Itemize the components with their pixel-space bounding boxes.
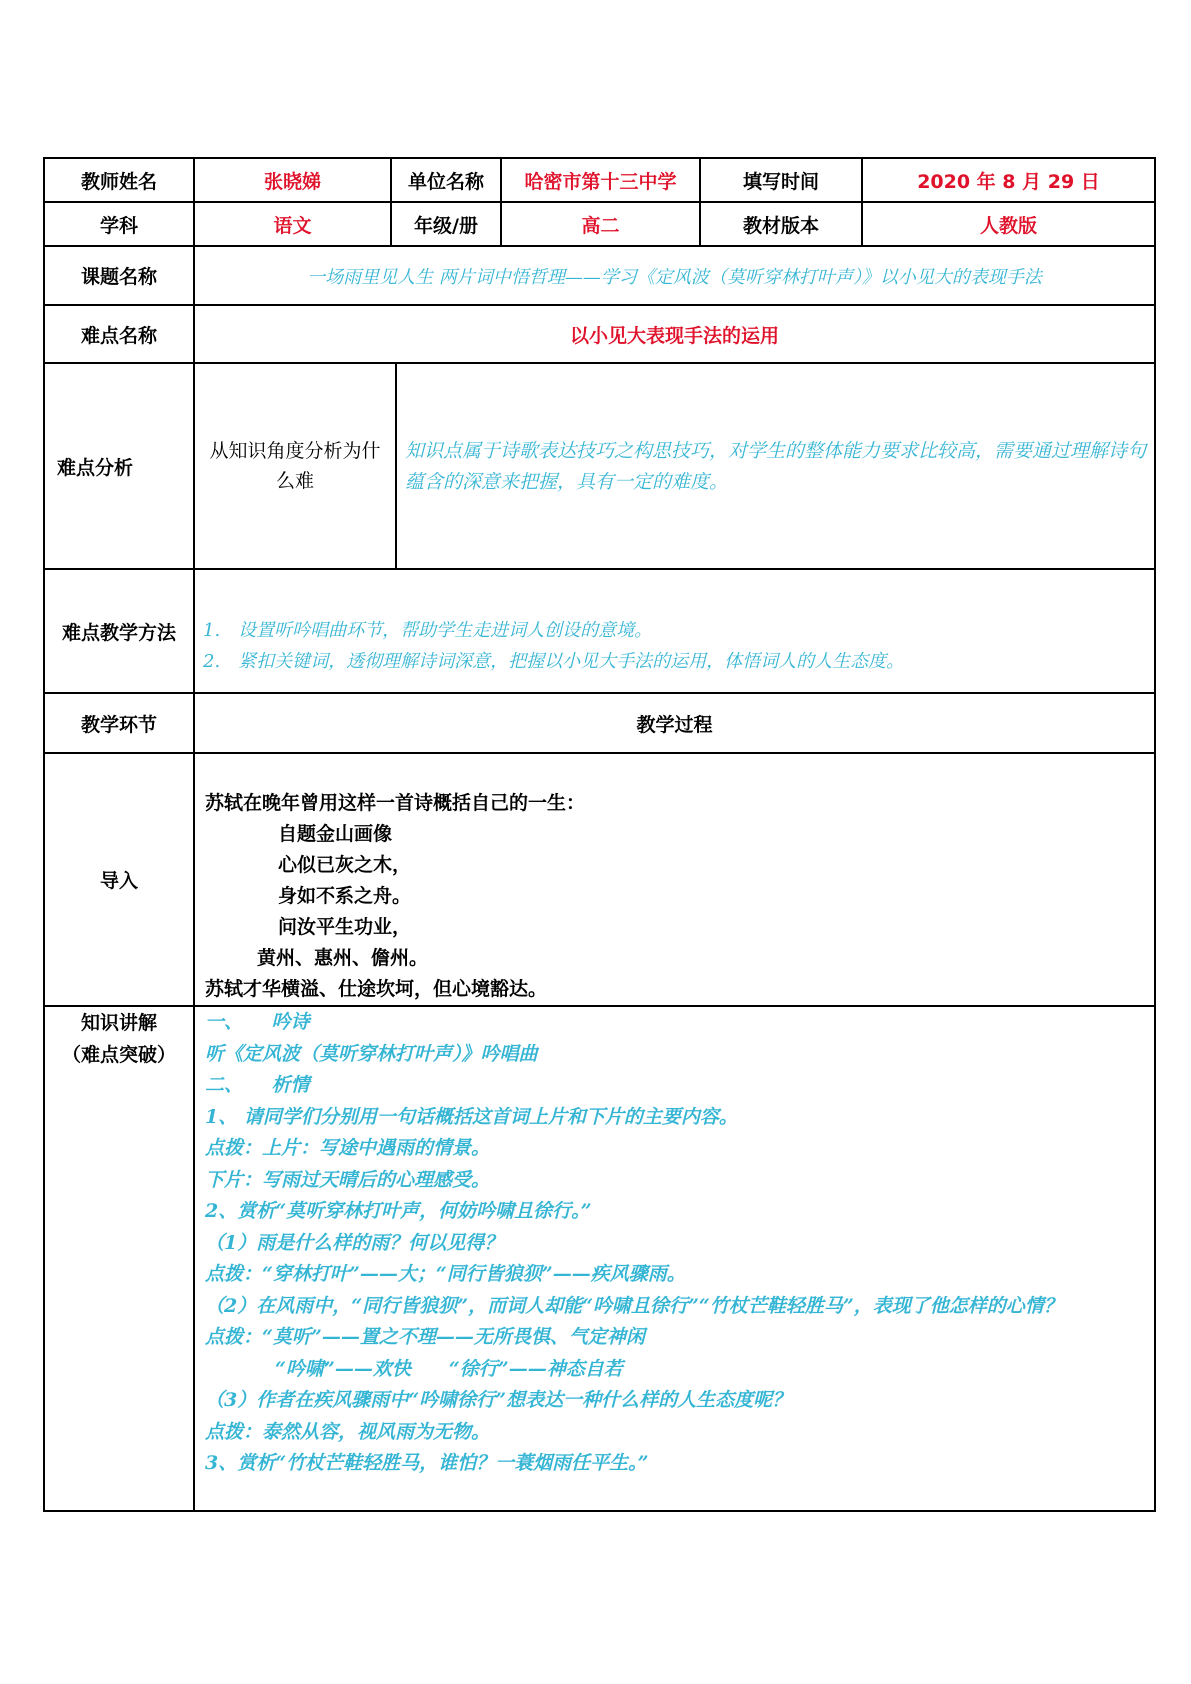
knowledge-content — [194, 1006, 1155, 1511]
lesson-plan-document — [43, 157, 1154, 1512]
knowledge-line-13: （3）作者在疾风骤雨中“吟啸徐行”想表达一种什么样的人生态度呢？ — [205, 1389, 792, 1411]
header-table — [43, 157, 1156, 247]
unit-name-value: 哈密市第十三中学 — [501, 158, 700, 202]
poem-line-2: 身如不系之舟。 — [278, 885, 412, 907]
knowledge-line-12: “吟啸”——欢快 “徐行”——神态自若 — [275, 1357, 623, 1380]
intro-content — [194, 753, 1155, 1006]
analysis-sub-label: 从知识角度分析为什么难 — [194, 363, 396, 569]
method-item-1: 1. 设置听吟唱曲环节，帮助学生走进词人创设的意境。 — [203, 620, 653, 641]
knowledge-line-2: 听《定风波（莫听穿林打叶声）》吟唱曲 — [205, 1042, 538, 1065]
topic-value: 一场雨里见人生 两片词中悟哲理——学习《定风波（莫听穿林打叶声）》以小见大的表现手法 — [194, 247, 1155, 305]
knowledge-line-8: （1）雨是什么样的雨？何以见得？ — [205, 1231, 504, 1254]
edition-value: 人教版 — [862, 202, 1155, 246]
knowledge-line-9: 点拨：“穿林打叶”——大；“同行皆狼狈”——疾风骤雨。 — [205, 1263, 686, 1285]
analysis-text: 知识点属于诗歌表达技巧之构思技巧，对学生的整体能力要求比较高，需要通过理解诗句蕴含的深意来把握，具有一定的难度。 — [396, 363, 1155, 569]
teacher-name-label: 教师姓名 — [44, 158, 194, 202]
process-header-value: 教学过程 — [194, 693, 1155, 753]
knowledge-line-7: 2、赏析“莫听穿林打叶声，何妨吟啸且徐行。” — [205, 1200, 592, 1222]
edition-label: 教材版本 — [700, 202, 862, 246]
intro-line-1: 苏轼在晚年曾用这样一首诗概括自己的一生： — [205, 792, 586, 814]
main-table — [43, 247, 1156, 1512]
grade-label: 年级/册 — [391, 202, 501, 246]
knowledge-label-line2: （难点突破） — [61, 1044, 176, 1066]
fill-date-value: 2020 年 8 月 29 日 — [862, 158, 1155, 202]
poem-line-3: 问汝平生功业， — [278, 916, 412, 938]
method-label: 难点教学方法 — [44, 569, 194, 693]
knowledge-line-10: （2）在风雨中，“同行皆狼狈”，而词人却能“吟啸且徐行”“竹杖芒鞋轻胜马”，表现了他怎样的心情？ — [205, 1294, 1063, 1317]
intro-label: 导入 — [44, 753, 194, 1006]
subject-value: 语文 — [194, 202, 391, 246]
teacher-name-value: 张晓娣 — [194, 158, 391, 202]
poem-title: 自题金山画像 — [278, 823, 393, 845]
knowledge-line-14: 点拨：泰然从容，视风雨为无物。 — [205, 1420, 491, 1443]
topic-label: 课题名称 — [44, 247, 194, 305]
poem-line-1: 心似已灰之木， — [278, 854, 412, 876]
knowledge-line-1: 一、 吟诗 — [205, 1011, 310, 1033]
knowledge-line-5: 点拨：上片：写途中遇雨的情景。 — [205, 1137, 491, 1159]
grade-value: 高二 — [501, 202, 700, 246]
knowledge-line-15: 3、赏析“竹杖芒鞋轻胜马，谁怕？一蓑烟雨任平生。” — [205, 1452, 649, 1474]
knowledge-label-line1: 知识讲解 — [80, 1012, 157, 1034]
difficulty-value: 以小见大表现手法的运用 — [194, 305, 1155, 363]
knowledge-line-11: 点拨：“莫听”——置之不理——无所畏惧、气定神闲 — [205, 1326, 645, 1348]
knowledge-label — [44, 1006, 194, 1511]
knowledge-line-3: 二、 析情 — [205, 1074, 310, 1096]
subject-label: 学科 — [44, 202, 194, 246]
difficulty-label: 难点名称 — [44, 305, 194, 363]
process-header-label: 教学环节 — [44, 693, 194, 753]
intro-line-last: 苏轼才华横溢、仕途坎坷，但心境豁达。 — [205, 978, 548, 1000]
poem-line-4: 黄州、惠州、儋州。 — [257, 947, 429, 969]
unit-name-label: 单位名称 — [391, 158, 501, 202]
method-item-2: 2. 紧扣关键词，透彻理解诗词深意，把握以小见大手法的运用，体悟词人的人生态度。 — [203, 651, 905, 672]
fill-date-label: 填写时间 — [700, 158, 862, 202]
method-list — [194, 569, 1155, 693]
knowledge-line-4: 1、 请同学们分别用一句话概括这首词上片和下片的主要内容。 — [205, 1105, 738, 1128]
analysis-label: 难点分析 — [44, 363, 194, 569]
knowledge-line-6: 下片：写雨过天晴后的心理感受。 — [205, 1168, 491, 1191]
